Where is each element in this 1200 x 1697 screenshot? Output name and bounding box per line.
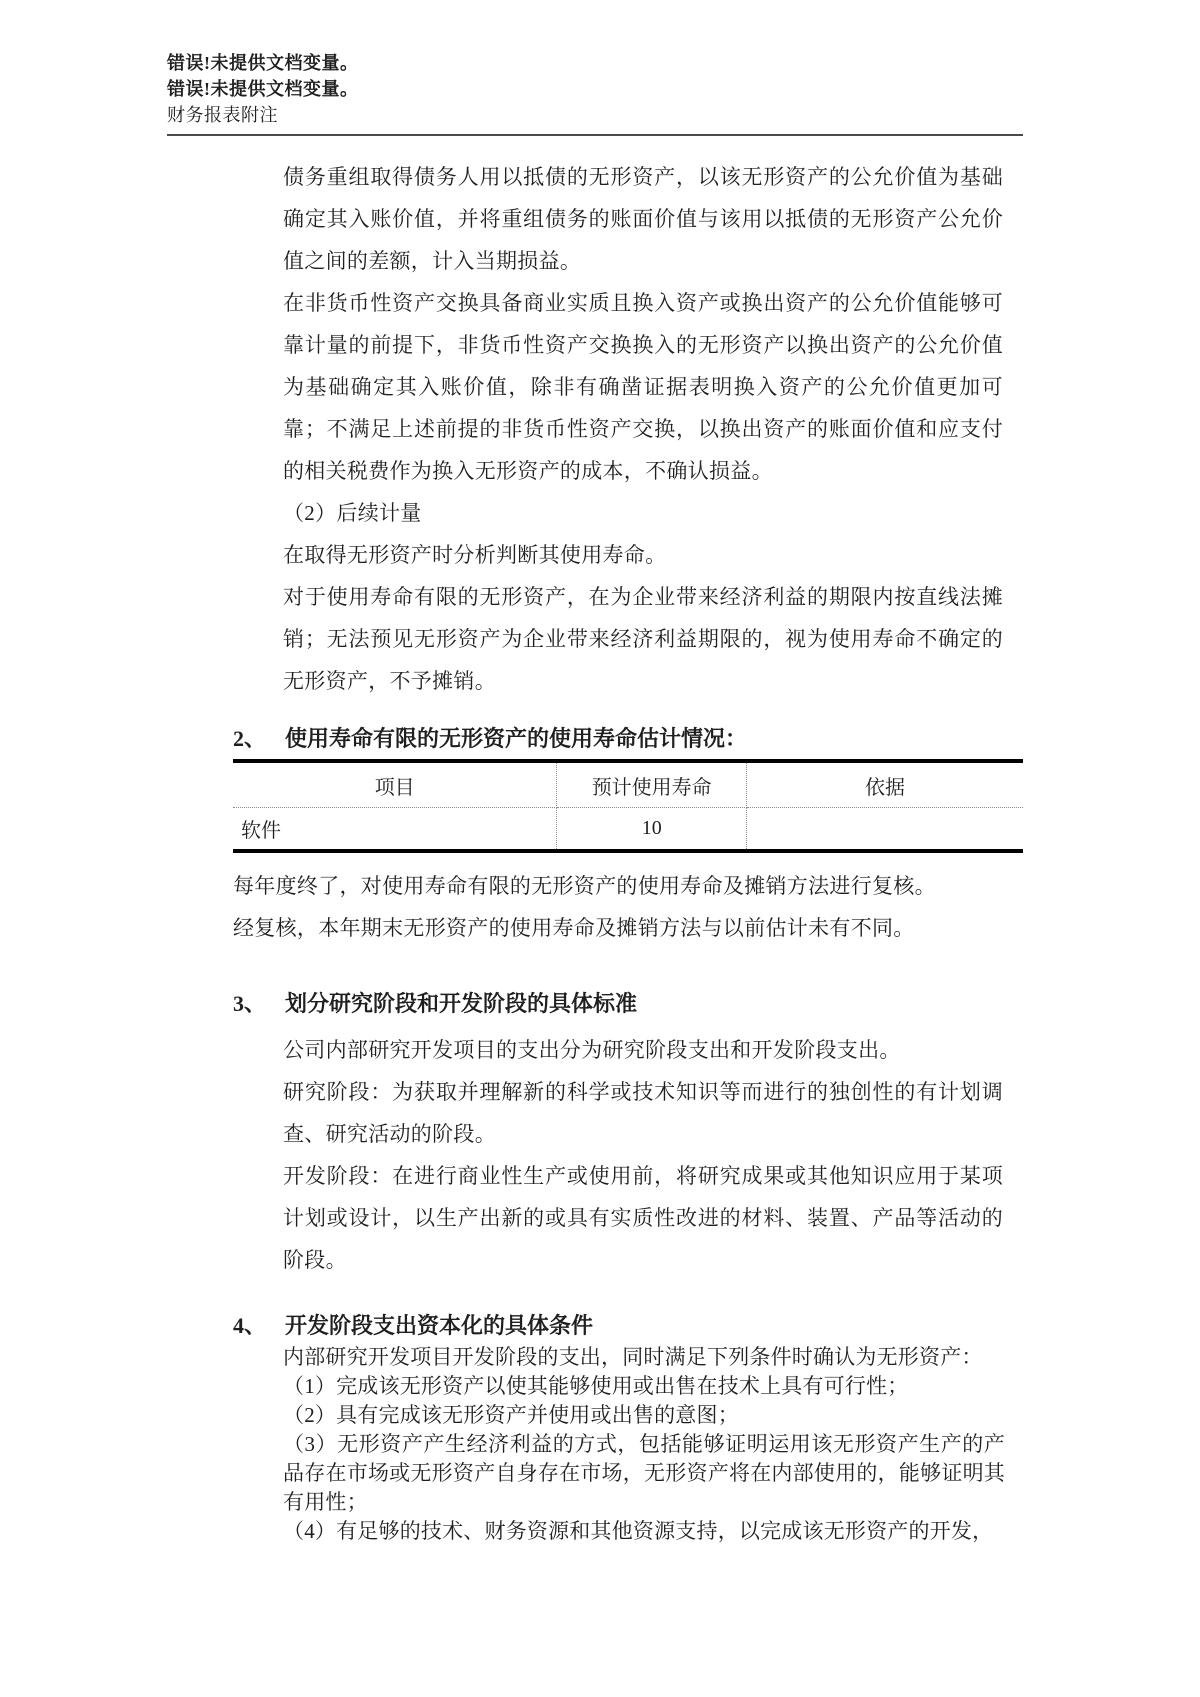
capitalization-intro: 内部研究开发项目开发阶段的支出，同时满足下列条件时确认为无形资产：	[283, 1345, 983, 1369]
doc-header-line-1: 错误!未提供文档变量。	[167, 53, 359, 73]
section-2-heading	[233, 724, 1023, 754]
table-row-software	[233, 808, 1023, 852]
note-annual-review: 每年度终了，对使用寿命有限的无形资产的使用寿命及摊销方法进行复核。	[233, 874, 936, 898]
capitalization-condition-3: （3）无形资产产生经济利益的方式，包括能够证明运用该无形资产生产的产品存在市场或无形资产自身存在市场，无形资产将在内部使用的，能够证明其有用性；	[283, 1432, 1005, 1514]
table-header-basis: 依据	[746, 761, 1023, 808]
paragraph-rd-expenditure-split: 公司内部研究开发项目的支出分为研究阶段支出和开发阶段支出。	[283, 1038, 901, 1062]
section-3-heading	[233, 989, 1023, 1019]
table-header-item: 项目	[233, 761, 557, 808]
capitalization-condition-2: （2）具有完成该无形资产并使用或出售的意图；	[283, 1403, 739, 1427]
section-4-title: 开发阶段支出资本化的具体条件	[285, 1313, 594, 1338]
paragraph-research-stage: 研究阶段：为获取并理解新的科学或技术知识等而进行的独创性的有计划调查、研究活动的阶段。	[283, 1080, 1003, 1146]
paragraph-useful-life-analysis: 在取得无形资产时分析判断其使用寿命。	[283, 543, 667, 567]
section-2-number: 2、	[233, 726, 267, 751]
capitalization-condition-4: （4）有足够的技术、财务资源和其他资源支持，以完成该无形资产的开发，	[283, 1519, 994, 1543]
section-2-title: 使用寿命有限的无形资产的使用寿命估计情况：	[285, 726, 748, 751]
doc-header-line-2: 错误!未提供文档变量。	[167, 79, 359, 99]
paragraph-development-stage: 开发阶段：在进行商业性生产或使用前，将研究成果或其他知识应用于某项计划或设计，以生产出新的或具有实质性改进的材料、装置、产品等活动的阶段。	[283, 1164, 1003, 1272]
paragraph-straight-line-amortization: 对于使用寿命有限的无形资产，在为企业带来经济利益的期限内按直线法摊销；无法预见无形资产为企业带来经济利益期限的，视为使用寿命不确定的无形资产，不予摊销。	[283, 585, 1003, 693]
table-cell-item: 软件	[233, 808, 557, 852]
paragraph-subsequent-measurement-label: （2）后续计量	[283, 501, 422, 525]
useful-life-table	[233, 759, 1023, 853]
section-4-number: 4、	[233, 1313, 267, 1338]
paragraph-nonmonetary-exchange: 在非货币性资产交换具备商业实质且换入资产或换出资产的公允价值能够可靠计量的前提下，非货币性资产交换换入的无形资产以换出资产的公允价值为基础确定其入账价值，除非有确凿证据表明换入资产的公允价值更加可靠；不满足上述前提的非货币性资产交换，以换出资产的账面价值和应支付的相关税费作为换入无形资产的成本，不确认损益。	[283, 291, 1003, 483]
section-3-title: 划分研究阶段和开发阶段的具体标准	[285, 991, 638, 1016]
section-4-heading	[233, 1311, 1023, 1341]
header-rule	[167, 134, 1023, 136]
document-page	[167, 0, 1023, 1546]
paragraph-debt-restructuring: 债务重组取得债务人用以抵债的无形资产，以该无形资产的公允价值为基础确定其入账价值，并将重组债务的账面价值与该用以抵债的无形资产公允价值之间的差额，计入当期损益。	[283, 165, 1003, 273]
capitalization-condition-1: （1）完成该无形资产以使其能够使用或出售在技术上具有可行性；	[283, 1374, 909, 1398]
table-cell-life: 10	[557, 808, 747, 852]
table-header-expected-life: 预计使用寿命	[557, 761, 747, 808]
table-cell-basis	[746, 808, 1023, 852]
note-review-result: 经复核，本年期末无形资产的使用寿命及摊销方法与以前估计未有不同。	[233, 916, 915, 940]
section-3-number: 3、	[233, 991, 267, 1016]
table-header-row	[233, 761, 1023, 808]
doc-header-line-3: 财务报表附注	[167, 105, 278, 125]
doc-header	[167, 0, 1023, 136]
